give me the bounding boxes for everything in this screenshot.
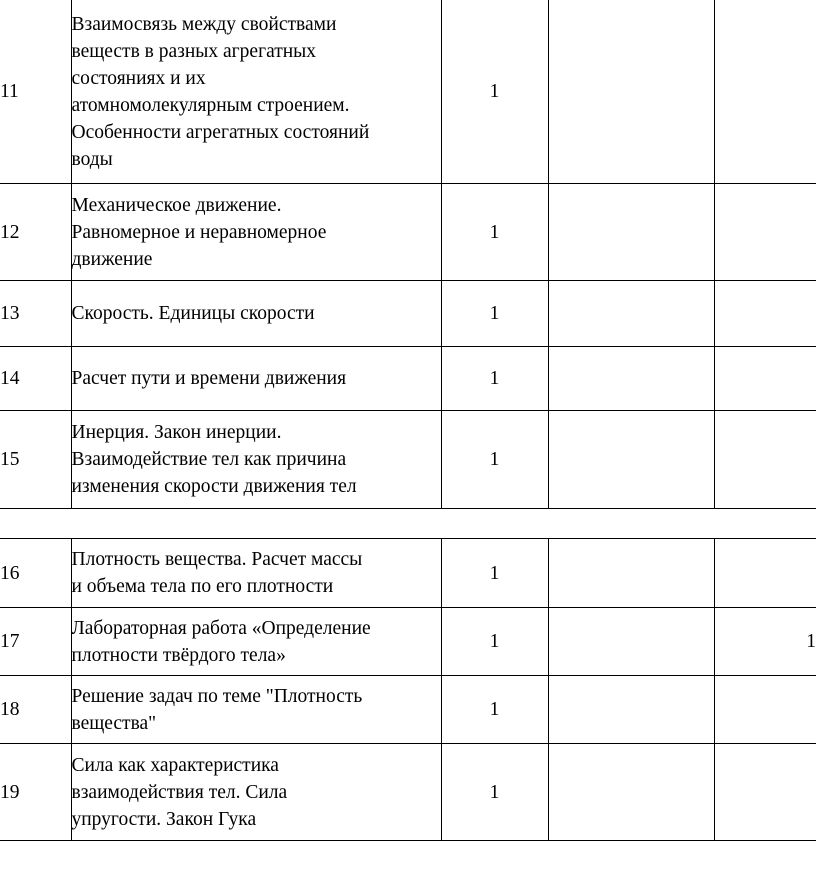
table-row: [0, 411, 816, 509]
lesson-topic: [71, 0, 441, 184]
topic-line: упругости. Закон Гука: [71, 808, 257, 830]
lesson-col5: [714, 676, 816, 744]
lesson-col4: [548, 281, 714, 347]
topic-line: Взаимосвязь между свойствами: [71, 13, 337, 35]
topic-line: взаимодействия тел. Сила: [71, 781, 288, 803]
lesson-col4: [548, 676, 714, 744]
topic-line: воды: [71, 148, 113, 170]
lesson-number: 19: [0, 744, 71, 841]
topic-line: Равномерное и неравномерное: [71, 221, 327, 243]
lesson-col4: [548, 539, 714, 608]
lesson-col4: [548, 347, 714, 411]
lesson-plan-table-bottom: [0, 538, 816, 841]
lesson-hours: 1: [441, 0, 548, 184]
lesson-col5: 1: [714, 608, 816, 676]
lesson-number: 13: [0, 281, 71, 347]
topic-line: атомномолекулярным строением.: [71, 94, 350, 116]
lesson-topic: [71, 608, 441, 676]
topic-line: движение: [71, 248, 153, 270]
lesson-topic: [71, 744, 441, 841]
lesson-hours: 1: [441, 539, 548, 608]
table-row: [0, 608, 816, 676]
topic-line: плотности твёрдого тела»: [71, 644, 286, 666]
topic-line: Особенности агрегатных состояний: [71, 121, 370, 143]
lesson-col4: [548, 744, 714, 841]
topic-line: Решение задач по теме "Плотность: [71, 685, 363, 707]
table-row: [0, 0, 816, 184]
lesson-col5: [714, 744, 816, 841]
lesson-hours: 1: [441, 608, 548, 676]
lesson-number: 17: [0, 608, 71, 676]
lesson-hours: 1: [441, 281, 548, 347]
lesson-number: 16: [0, 539, 71, 608]
lesson-hours: 1: [441, 184, 548, 281]
lesson-number: 12: [0, 184, 71, 281]
topic-line: Плотность вещества. Расчет массы: [71, 549, 363, 570]
lesson-col5: [714, 347, 816, 411]
lesson-number: 15: [0, 411, 71, 509]
lesson-col4: [548, 411, 714, 509]
topic-line: состояниях и их: [71, 67, 206, 89]
table-row: [0, 281, 816, 347]
topic-line: Скорость. Единицы скорости: [71, 303, 315, 324]
topic-line: вещества": [71, 712, 157, 734]
lesson-col5: [714, 281, 816, 347]
table-row: [0, 676, 816, 744]
lesson-hours: 1: [441, 744, 548, 841]
lesson-col4: [548, 608, 714, 676]
lesson-topic: [71, 184, 441, 281]
lesson-hours: 1: [441, 676, 548, 744]
topic-line: Лабораторная работа «Определение: [71, 617, 371, 639]
table-row: [0, 184, 816, 281]
lesson-number: 14: [0, 347, 71, 411]
topic-line: и объема тела по его плотности: [71, 576, 334, 597]
lesson-col5: [714, 539, 816, 608]
topic-line: Сила как характеристика: [71, 754, 279, 776]
lesson-number: 18: [0, 676, 71, 744]
table-row: [0, 347, 816, 411]
lesson-topic: [71, 411, 441, 509]
topic-line: веществ в разных агрегатных: [71, 40, 317, 62]
lesson-topic: [71, 347, 441, 411]
topic-line: Механическое движение.: [71, 194, 282, 216]
table-row: [0, 539, 816, 608]
lesson-topic: [71, 676, 441, 744]
topic-line: Взаимодействие тел как причина: [71, 449, 347, 470]
table-row: [0, 744, 816, 841]
topic-line: Расчет пути и времени движения: [71, 368, 347, 389]
lesson-hours: 1: [441, 411, 548, 509]
topic-line: изменения скорости движения тел: [71, 476, 357, 497]
lesson-topic: [71, 281, 441, 347]
lesson-number: 11: [0, 0, 71, 184]
lesson-col4: [548, 0, 714, 184]
lesson-col5: [714, 0, 816, 184]
lesson-col4: [548, 184, 714, 281]
topic-line: Инерция. Закон инерции.: [71, 422, 282, 443]
lesson-col5: [714, 184, 816, 281]
lesson-topic: [71, 539, 441, 608]
lesson-hours: 1: [441, 347, 548, 411]
lesson-col5: [714, 411, 816, 509]
